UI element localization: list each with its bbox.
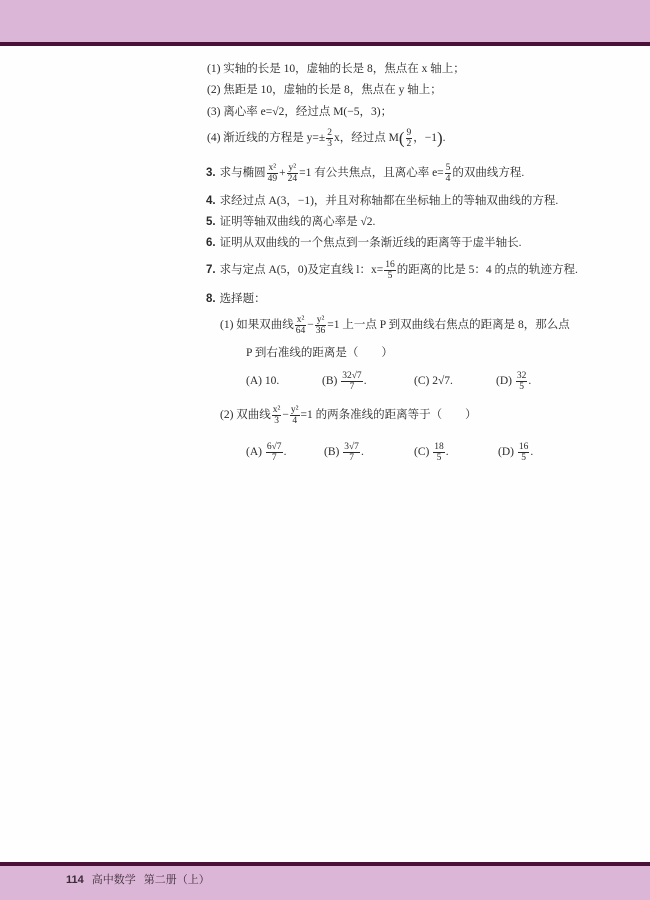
option-b: (B) $\frac{32√7}{7}$ . bbox=[322, 370, 367, 392]
fraction: $\frac{2}{3}$ bbox=[327, 127, 332, 149]
volume-label: 第二册（上） bbox=[143, 874, 210, 886]
choice-1-question: (1) 如果双曲线 $\frac{\text{x²}}{64}$ − $\frac{\text{y²}}{36}$ =1 上一点 P 到双曲线右焦点的距离是 8，那么点 bbox=[220, 314, 570, 336]
part-2: (2) 焦距是 10，虚轴的长是 8，焦点在 y 轴上； bbox=[207, 84, 442, 96]
problem-3: 3. 求与椭圆 $\frac{\text{x²}}{49}$ + $\frac{\text{y²}}{24}$ =1 有公共焦点，且离心率 e= $\frac{5}{4}$ 的双曲线方程. bbox=[206, 162, 525, 184]
page-number: 114 bbox=[66, 874, 84, 886]
problem-4: 4. 求经过点 A(3，−1)，并且对称轴都在坐标轴上的等轴双曲线的方程. bbox=[206, 195, 559, 207]
choice-1-line2: P 到右准线的距离是（ ） bbox=[246, 347, 393, 359]
part-3: (3) 离心率 e=√2，经过点 M(−5，3)； bbox=[207, 106, 393, 118]
problem-8: 8. 选择题： bbox=[206, 293, 266, 305]
choice-2-question: (2) 双曲线 $\frac{\text{x²}}{3}$ − $\frac{\text{y²}}{4}$ =1 的两条准线的距离等于（ ） bbox=[220, 404, 477, 426]
option-b: (B) $\frac{3√7}{7}$ . bbox=[324, 441, 364, 463]
option-d: (D) $\frac{32}{5}$ . bbox=[496, 370, 532, 392]
option-a: (A) 10. bbox=[246, 375, 280, 387]
part-4: (4) 渐近线的方程是 y=± $\frac{2}{3}$ x，经过点 M( $\frac{9}{2}$ ，−1). bbox=[207, 127, 446, 149]
book-title: 高中数学 bbox=[91, 874, 136, 886]
problem-5: 5. 证明等轴双曲线的离心率是 √2. bbox=[206, 216, 376, 228]
part-1: (1) 实轴的长是 10，虚轴的长是 8，焦点在 x 轴上； bbox=[207, 63, 465, 75]
header-band bbox=[0, 0, 650, 42]
choice-1-options bbox=[246, 370, 531, 392]
option-d: (D) $\frac{16}{5}$ . bbox=[498, 441, 534, 463]
choice-2-options bbox=[246, 441, 533, 463]
problem-7: 7. 求与定点 A(5，0)及定直线 l：x= $\frac{16}{5}$ 的距离的比是 5：4 的点的轨迹方程. bbox=[206, 259, 578, 281]
option-c: (C) $\frac{18}{5}$ . bbox=[414, 441, 449, 463]
option-a: (A) $\frac{6√7}{7}$ . bbox=[246, 441, 287, 463]
header-rule bbox=[0, 42, 650, 46]
fraction: $\frac{9}{2}$ bbox=[406, 127, 412, 149]
page-footer bbox=[66, 871, 210, 887]
problem-6: 6. 证明从双曲线的一个焦点到一条渐近线的距离等于虚半轴长. bbox=[206, 237, 522, 249]
option-c: (C) 2√7. bbox=[414, 375, 453, 387]
